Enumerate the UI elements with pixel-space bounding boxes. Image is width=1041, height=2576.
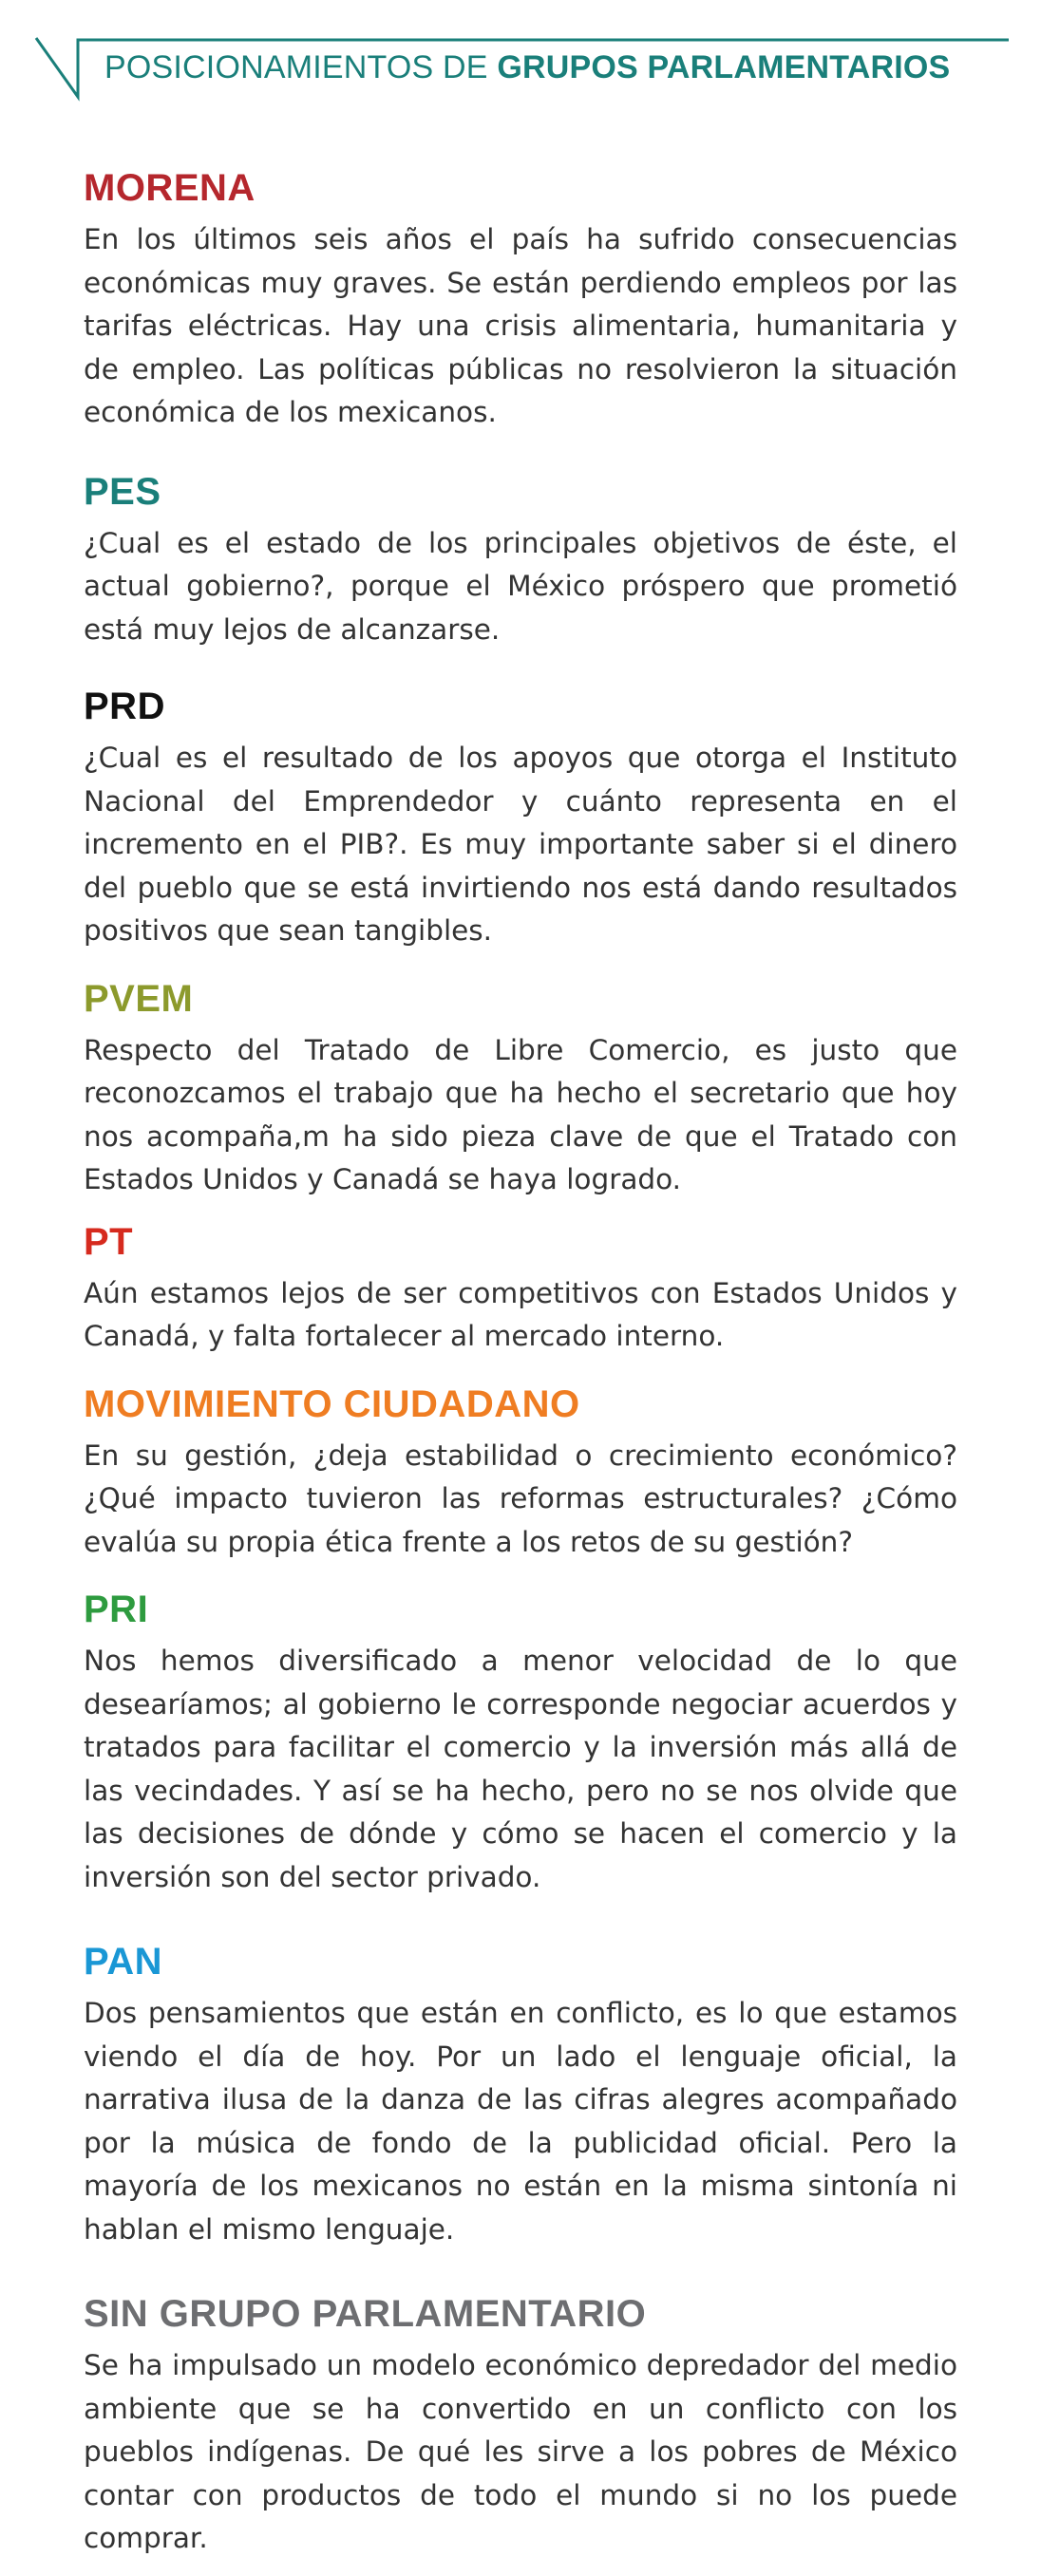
party-name: PVEM xyxy=(84,977,194,1020)
party-pes xyxy=(84,467,957,652)
party-statement: Respecto del Tratado de Libre Comercio, es justo que reconozcamos el trabajo que ha hecho el secretario que hoy nos acompaña,m ha sido pieza clave de que el Tratado con Estados Unidos y Canadá se haya logrado. xyxy=(84,1033,957,1195)
page-header xyxy=(0,0,1041,104)
party-pan xyxy=(84,1937,957,2251)
party-statement: ¿Cual es el estado de los principales objetivos de éste, el actual gobierno?, porque el México próspero que prometió está muy lejos de alcanzarse. xyxy=(84,526,957,646)
party-prd xyxy=(84,682,957,953)
party-name: MOVIMIENTO CIUDADANO xyxy=(84,1382,580,1425)
page-title-light: POSICIONAMIENTOS DE xyxy=(104,49,498,85)
party-name: SIN GRUPO PARLAMENTARIO xyxy=(84,2293,647,2335)
party-statement: En su gestión, ¿deja estabilidad o crecimiento económico? ¿Qué impacto tuvieron las reformas estructurales? ¿Cómo evalúa su propia ética frente a los retos de su gestión? xyxy=(84,1438,957,1558)
party-name: PES xyxy=(84,470,161,513)
party-statement: Se ha impulsado un modelo económico depredador del medio ambiente que se ha convertido en un conflicto con los pueblos indígenas. De qué les sirve a los pobres de México contar con productos de todo el mundo si no los puede comprar. xyxy=(84,2349,957,2554)
page-title xyxy=(104,49,950,86)
party-statement: ¿Cual es el resultado de los apoyos que otorga el Instituto Nacional del Emprendedor y cuánto representa en el incremento en el PIB?. Es muy importante saber si el dinero del pueblo que se está invirtiendo nos está dando resultados positivos que sean tangibles. xyxy=(84,742,957,947)
party-name: MORENA xyxy=(84,167,256,209)
page-title-bold: GRUPOS PARLAMENTARIOS xyxy=(497,49,951,85)
party-name: PRD xyxy=(84,686,165,727)
party-sin-grupo-parlamentario xyxy=(84,2289,957,2561)
party-statement: Dos pensamientos que están en conflicto, es lo que estamos viendo el día de hoy. Por un lado el lenguaje oficial, la narrativa ilusa de la danza de las cifras alegres acompañado por la música de fondo de la publicidad oficial. Pero la mayoría de los mexicanos no están en la misma sintonía ni hablan el mismo lenguaje. xyxy=(84,1997,957,2246)
positions-list xyxy=(84,163,957,2561)
party-statement: En los últimos seis años el país ha sufrido consecuencias económicas muy graves. Se están perdiendo empleos por las tarifas eléctricas. Hay una crisis alimentaria, humanitaria y de empleo. Las políticas públicas no resolvieron la situación económica de los mexicanos. xyxy=(84,223,957,428)
party-name: PRI xyxy=(84,1589,149,1630)
party-name: PT xyxy=(84,1220,134,1263)
party-pri xyxy=(84,1585,957,1899)
party-name: PAN xyxy=(84,1941,162,1983)
party-statement: Aún estamos lejos de ser competitivos con Estados Unidos y Canadá, y falta fortalecer al mercado interno. xyxy=(84,1276,957,1352)
party-movimiento-ciudadano xyxy=(84,1380,957,1565)
party-pvem xyxy=(84,974,957,1202)
party-statement: Nos hemos diversificado a menor velocidad de lo que desearíamos; al gobierno le corresponde negociar acuerdos y tratados para facilitar el comercio y la inversión más allá de las vecindades. Y así se ha hecho, pero no se nos olvide que las decisiones de dónde y cómo se hacen el comercio y la inversión son del sector privado. xyxy=(84,1645,957,1893)
party-morena xyxy=(84,163,957,435)
party-pt xyxy=(84,1217,957,1359)
